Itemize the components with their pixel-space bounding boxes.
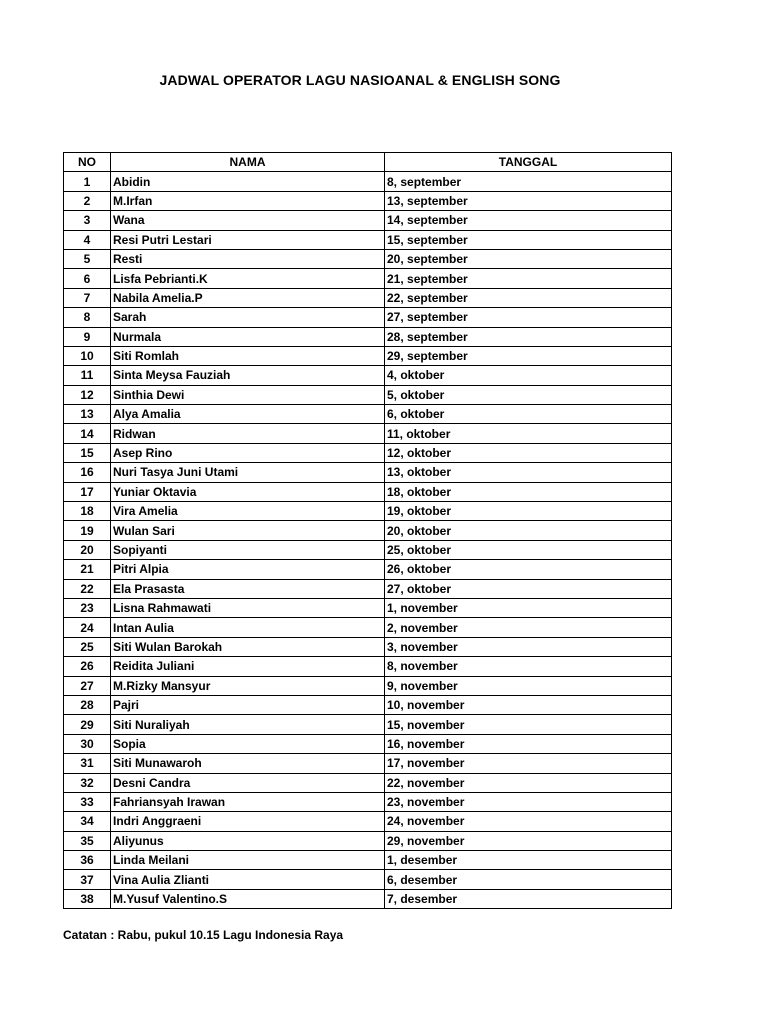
cell-no: 37 [64,870,111,889]
table-row [64,443,672,462]
cell-nama: Nabila Amelia.P [111,288,385,307]
cell-tanggal: 22, november [385,773,672,792]
cell-nama: Intan Aulia [111,618,385,637]
cell-no: 2 [64,191,111,210]
cell-tanggal: 19, oktober [385,502,672,521]
cell-nama: Yuniar Oktavia [111,482,385,501]
table-row [64,695,672,714]
cell-tanggal: 26, oktober [385,560,672,579]
cell-tanggal: 6, oktober [385,405,672,424]
cell-no: 36 [64,851,111,870]
cell-nama: Linda Meilani [111,851,385,870]
table-row [64,211,672,230]
table-body [64,172,672,909]
table-row [64,637,672,656]
cell-nama: Aliyunus [111,831,385,850]
table-row [64,734,672,753]
cell-nama: Nurmala [111,327,385,346]
cell-tanggal: 27, september [385,308,672,327]
cell-no: 8 [64,308,111,327]
page-title: JADWAL OPERATOR LAGU NASIOANAL & ENGLISH SONG [159,72,561,88]
cell-nama: Desni Candra [111,773,385,792]
cell-tanggal: 13, oktober [385,463,672,482]
cell-no: 12 [64,385,111,404]
cell-no: 20 [64,540,111,559]
column-header-no: NO [64,153,111,172]
cell-tanggal: 20, oktober [385,521,672,540]
cell-tanggal: 15, september [385,230,672,249]
cell-no: 34 [64,812,111,831]
table-row [64,870,672,889]
cell-nama: Lisna Rahmawati [111,598,385,617]
cell-no: 16 [64,463,111,482]
table-row [64,792,672,811]
schedule-table [63,152,672,909]
cell-nama: Sinta Meysa Fauziah [111,366,385,385]
cell-nama: Reidita Juliani [111,657,385,676]
cell-nama: Siti Nuraliyah [111,715,385,734]
table-row [64,366,672,385]
table-row [64,773,672,792]
footnote: Catatan : Rabu, pukul 10.15 Lagu Indonesia Raya [63,928,344,942]
cell-nama: M.Yusuf Valentino.S [111,889,385,908]
table-row [64,249,672,268]
cell-no: 7 [64,288,111,307]
cell-no: 10 [64,346,111,365]
cell-no: 14 [64,424,111,443]
cell-tanggal: 27, oktober [385,579,672,598]
cell-nama: Sopia [111,734,385,753]
cell-no: 4 [64,230,111,249]
cell-nama: Vina Aulia Zlianti [111,870,385,889]
table-row [64,754,672,773]
cell-tanggal: 29, september [385,346,672,365]
cell-no: 27 [64,676,111,695]
cell-nama: Pajri [111,695,385,714]
cell-nama: Fahriansyah Irawan [111,792,385,811]
cell-tanggal: 11, oktober [385,424,672,443]
cell-no: 30 [64,734,111,753]
cell-tanggal: 24, november [385,812,672,831]
cell-nama: Alya Amalia [111,405,385,424]
cell-tanggal: 10, november [385,695,672,714]
cell-tanggal: 8, november [385,657,672,676]
cell-no: 11 [64,366,111,385]
table-row [64,269,672,288]
cell-no: 25 [64,637,111,656]
cell-nama: Siti Munawaroh [111,754,385,773]
cell-no: 28 [64,695,111,714]
cell-no: 38 [64,889,111,908]
table-row [64,715,672,734]
cell-tanggal: 1, desember [385,851,672,870]
table-row [64,230,672,249]
cell-nama: Nuri Tasya Juni Utami [111,463,385,482]
table-row [64,560,672,579]
cell-no: 13 [64,405,111,424]
cell-tanggal: 3, november [385,637,672,656]
table-row [64,327,672,346]
cell-nama: Siti Wulan Barokah [111,637,385,656]
table-row [64,521,672,540]
table-row [64,502,672,521]
cell-nama: Resi Putri Lestari [111,230,385,249]
cell-tanggal: 6, desember [385,870,672,889]
cell-no: 15 [64,443,111,462]
cell-tanggal: 7, desember [385,889,672,908]
cell-nama: M.Irfan [111,191,385,210]
table-row [64,812,672,831]
cell-tanggal: 9, november [385,676,672,695]
cell-no: 33 [64,792,111,811]
cell-tanggal: 1, november [385,598,672,617]
cell-tanggal: 12, oktober [385,443,672,462]
cell-nama: Sopiyanti [111,540,385,559]
cell-tanggal: 28, september [385,327,672,346]
table-row [64,657,672,676]
table-row [64,482,672,501]
cell-no: 6 [64,269,111,288]
cell-tanggal: 2, november [385,618,672,637]
cell-no: 3 [64,211,111,230]
cell-tanggal: 13, september [385,191,672,210]
table-row [64,889,672,908]
cell-no: 1 [64,172,111,191]
cell-no: 24 [64,618,111,637]
table-row [64,308,672,327]
cell-no: 31 [64,754,111,773]
table-row [64,579,672,598]
cell-tanggal: 22, september [385,288,672,307]
cell-tanggal: 23, november [385,792,672,811]
cell-no: 23 [64,598,111,617]
cell-no: 26 [64,657,111,676]
cell-nama: Pitri Alpia [111,560,385,579]
cell-no: 22 [64,579,111,598]
cell-tanggal: 14, september [385,211,672,230]
cell-nama: Siti Romlah [111,346,385,365]
cell-tanggal: 20, september [385,249,672,268]
column-header-tanggal: TANGGAL [385,153,672,172]
cell-no: 32 [64,773,111,792]
cell-nama: Vira Amelia [111,502,385,521]
cell-no: 21 [64,560,111,579]
cell-no: 18 [64,502,111,521]
cell-tanggal: 21, september [385,269,672,288]
cell-tanggal: 17, november [385,754,672,773]
column-header-nama: NAMA [111,153,385,172]
cell-tanggal: 5, oktober [385,385,672,404]
cell-nama: Sinthia Dewi [111,385,385,404]
table-row [64,676,672,695]
table-row [64,598,672,617]
table-row [64,831,672,850]
cell-nama: Wulan Sari [111,521,385,540]
table-row [64,191,672,210]
cell-tanggal: 25, oktober [385,540,672,559]
table-row [64,851,672,870]
cell-nama: M.Rizky Mansyur [111,676,385,695]
table-row [64,385,672,404]
cell-nama: Asep Rino [111,443,385,462]
cell-tanggal: 18, oktober [385,482,672,501]
cell-tanggal: 15, november [385,715,672,734]
table-row [64,424,672,443]
cell-no: 5 [64,249,111,268]
cell-nama: Resti [111,249,385,268]
table-row [64,540,672,559]
cell-no: 9 [64,327,111,346]
table-row [64,346,672,365]
cell-nama: Ela Prasasta [111,579,385,598]
cell-nama: Ridwan [111,424,385,443]
cell-tanggal: 29, november [385,831,672,850]
cell-no: 29 [64,715,111,734]
cell-tanggal: 16, november [385,734,672,753]
cell-no: 17 [64,482,111,501]
cell-tanggal: 8, september [385,172,672,191]
cell-nama: Sarah [111,308,385,327]
table-row [64,288,672,307]
cell-nama: Wana [111,211,385,230]
table-row [64,172,672,191]
cell-nama: Lisfa Pebrianti.K [111,269,385,288]
table-row [64,463,672,482]
cell-nama: Indri Anggraeni [111,812,385,831]
cell-nama: Abidin [111,172,385,191]
table-row [64,405,672,424]
cell-no: 35 [64,831,111,850]
table-row [64,618,672,637]
cell-no: 19 [64,521,111,540]
table-header-row [64,153,672,172]
cell-tanggal: 4, oktober [385,366,672,385]
